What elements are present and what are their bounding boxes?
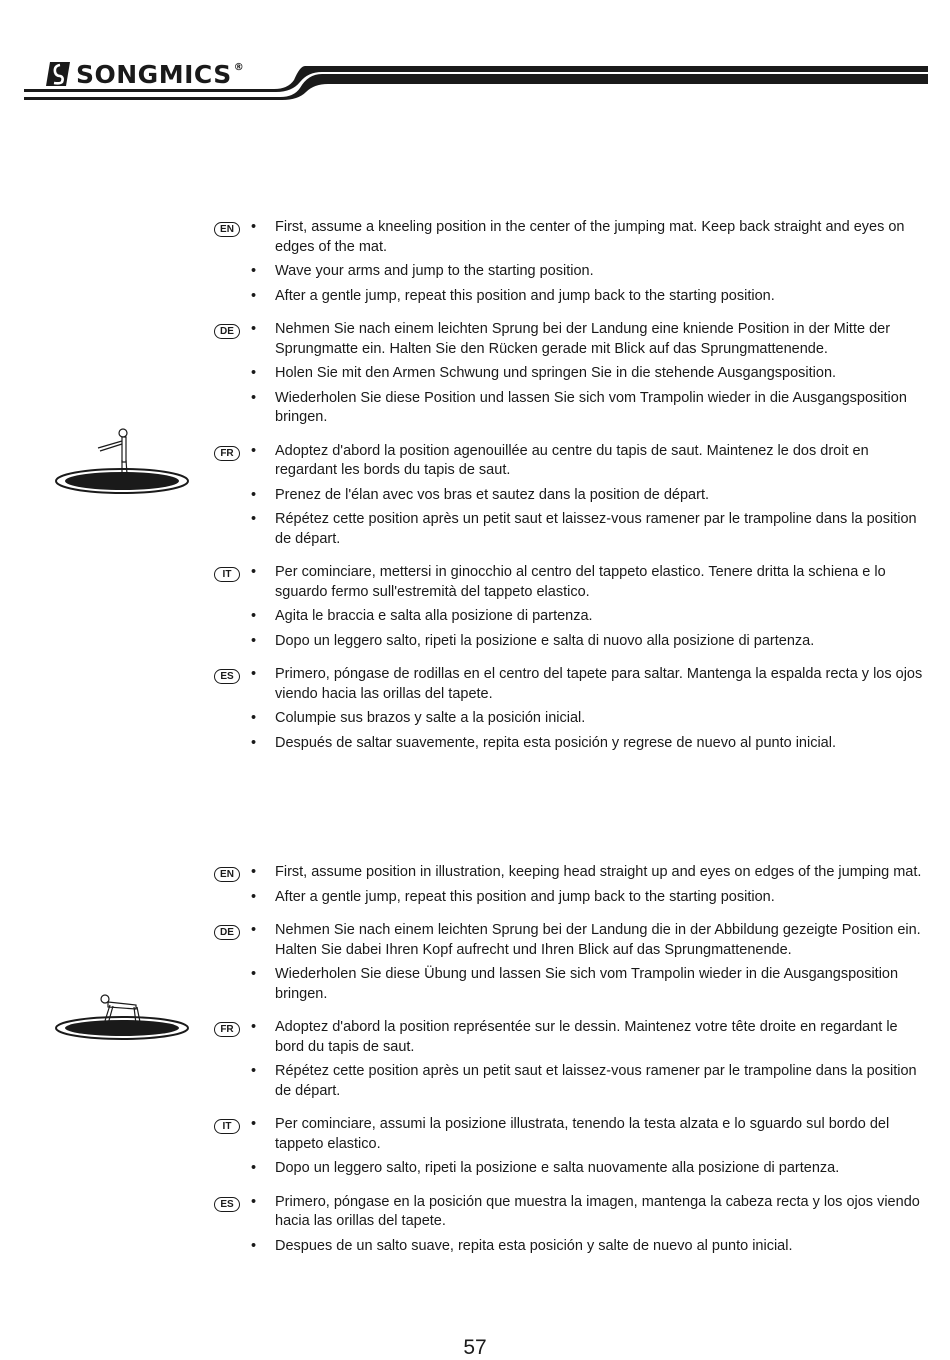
- lang-badge: FR: [214, 446, 240, 461]
- instruction-item: • Después de saltar suavemente, repita esta posición y regrese de nuevo al punto inicial.: [0, 734, 927, 754]
- lang-block-en: [0, 218, 950, 306]
- instruction-item: • Wiederholen Sie diese Übung und lassen Sie sich vom Trampolin wieder in die Ausgangsposition bringen.: [0, 965, 927, 1004]
- instruction-item: • Dopo un leggero salto, ripeti la posizione e salta nuovamente alla posizione di partenza.: [0, 1159, 927, 1179]
- lang-badge: IT: [214, 567, 240, 582]
- instruction-item: • Wiederholen Sie diese Position und lassen Sie sich vom Trampolin wieder in die Ausgangsposition bringen.: [0, 389, 927, 428]
- instruction-item: • Columpie sus brazos y salte a la posición inicial.: [0, 709, 927, 729]
- lang-badge: IT: [214, 1119, 240, 1134]
- instruction-item: • Despues de un salto suave, repita esta posición y salte de nuevo al punto inicial.: [0, 1237, 927, 1257]
- instruction-item: • After a gentle jump, repeat this position and jump back to the starting position.: [0, 888, 927, 908]
- instruction-item: • Répétez cette position après un petit saut et laissez-vous ramener par le trampoline dans la position de départ.: [0, 1062, 927, 1101]
- instruction-item: • Adoptez d'abord la position représentée sur le dessin. Maintenez votre tête droite en regardant le bord du tapis de saut.: [0, 1018, 927, 1057]
- lang-block-de: [0, 921, 950, 1004]
- lang-block-it: [0, 563, 950, 651]
- page-number: 57: [463, 1336, 487, 1359]
- instruction-item: • After a gentle jump, repeat this position and jump back to the starting position.: [0, 287, 927, 307]
- lang-badge: ES: [214, 669, 240, 684]
- lang-block-it: [0, 1115, 950, 1179]
- instruction-item: • First, assume position in illustration, keeping head straight up and eyes on edges of the jumping mat.: [0, 863, 927, 883]
- exercise-section-2: [0, 863, 950, 1270]
- lang-block-en: [0, 863, 950, 907]
- instruction-item: • Per cominciare, mettersi in ginocchio al centro del tappeto elastico. Tenere dritta la schiena e lo sguardo fermo sull'estremità del tappeto elastico.: [0, 563, 927, 602]
- lang-badge: ES: [214, 1197, 240, 1212]
- lang-block-es: [0, 1193, 950, 1257]
- instruction-item: • Primero, póngase de rodillas en el centro del tapete para saltar. Mantenga la espalda recta y los ojos viendo hacia las orillas del tapete.: [0, 665, 927, 704]
- lang-badge: FR: [214, 1022, 240, 1037]
- lang-badge: EN: [214, 222, 240, 237]
- brand-name: SONGMICS ®: [76, 60, 245, 89]
- instruction-item: • Primero, póngase en la posición que muestra la imagen, mantenga la cabeza recta y los ojos viendo hacia las orillas del tapete.: [0, 1193, 927, 1232]
- instruction-item: • First, assume a kneeling position in the center of the jumping mat. Keep back straight and eyes on edges of the mat.: [0, 218, 927, 257]
- lang-block-es: [0, 665, 950, 753]
- header-swoosh-graphic: [0, 0, 950, 110]
- instruction-item: • Dopo un leggero salto, ripeti la posizione e salta di nuovo alla posizione di partenza.: [0, 632, 927, 652]
- instruction-item: • Wave your arms and jump to the starting position.: [0, 262, 927, 282]
- page-header: [0, 0, 950, 110]
- instruction-item: • Prenez de l'élan avec vos bras et sautez dans la position de départ.: [0, 486, 927, 506]
- instruction-item: • Nehmen Sie nach einem leichten Sprung bei der Landung eine kniende Position in der Mitte der Sprungmatte ein. Halten Sie den Rücken gerade mit Blick auf das Sprungmattenende.: [0, 320, 927, 359]
- instruction-item: • Holen Sie mit den Armen Schwung und springen Sie in die stehende Ausgangsposition.: [0, 364, 927, 384]
- instruction-item: • Répétez cette position après un petit saut et laissez-vous ramener par le trampoline dans la position de départ.: [0, 510, 927, 549]
- instruction-item: • Agita le braccia e salta alla posizione di partenza.: [0, 607, 927, 627]
- instruction-item: • Adoptez d'abord la position agenouillée au centre du tapis de saut. Maintenez le dos droit en regardant les bords du tapis de saut.: [0, 442, 927, 481]
- instruction-item: • Nehmen Sie nach einem leichten Sprung bei der Landung die in der Abbildung gezeigte Position ein. Halten Sie dabei Ihren Kopf aufrecht und Ihren Blick auf das Sprungmattenende.: [0, 921, 927, 960]
- lang-badge: DE: [214, 324, 240, 339]
- lang-badge: EN: [214, 867, 240, 882]
- lang-badge: DE: [214, 925, 240, 940]
- lang-block-de: [0, 320, 950, 428]
- lang-block-fr: [0, 442, 950, 550]
- lang-block-fr: [0, 1018, 950, 1101]
- exercise-section-1: [0, 218, 950, 767]
- instruction-item: • Per cominciare, assumi la posizione illustrata, tenendo la testa alzata e lo sguardo sul bordo del tappeto elastico.: [0, 1115, 927, 1154]
- brand-logo-icon: [46, 62, 70, 86]
